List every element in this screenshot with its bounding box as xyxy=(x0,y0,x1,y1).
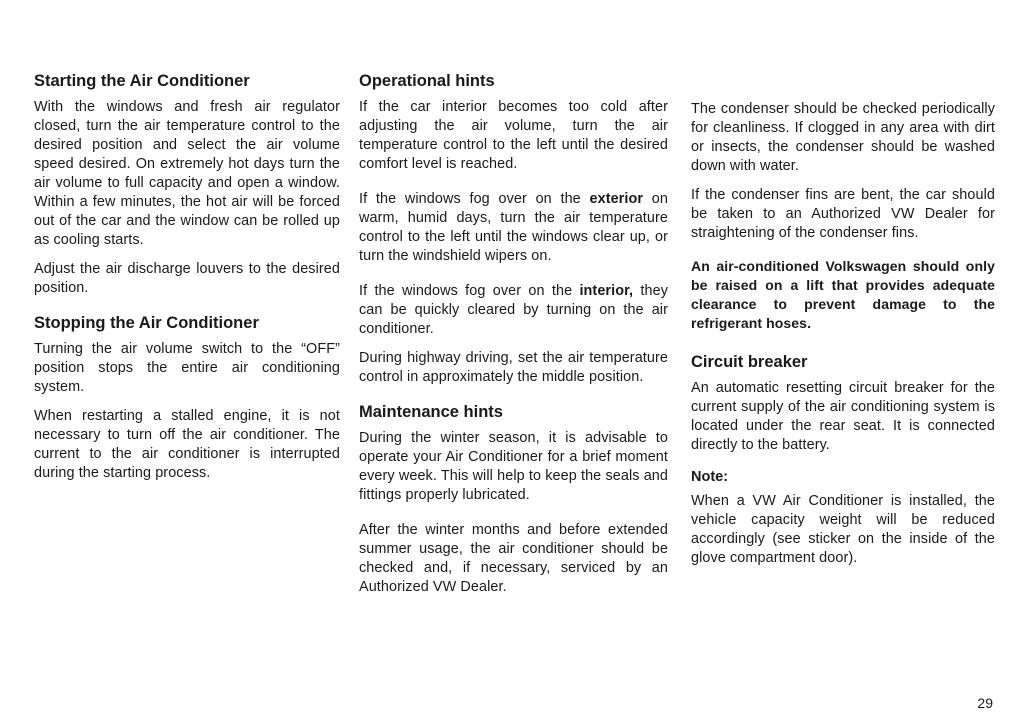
para-stopping-2: When restarting a stalled engine, it is not necessary to turn off the air conditioner. The current to the air conditioner is interrupted during the starting process. xyxy=(34,407,340,481)
para-note: When a VW Air Conditioner is installed, the vehicle capacity weight will be reduced accordingly (see sticker on the inside of the glove compartment door). xyxy=(691,493,995,567)
text-span: on warm, humid days, turn the air temperature control to the left until the windows clear up, or turn the windshield wipers on. xyxy=(359,190,668,264)
para-maintenance-1: During the winter season, it is advisable to operate your Air Conditioner for a brief moment every week. This will help to keep the seals and fittings properly lubricated. xyxy=(359,429,668,503)
para-operational-4: During highway driving, set the air temperature control in approximately the middle position. xyxy=(359,349,668,385)
text-span: If the windows fog over on the xyxy=(359,190,590,207)
para-operational-3 xyxy=(359,282,668,339)
para-circuit-breaker: An automatic resetting circuit breaker for the current supply of the air conditioning system is located under the rear seat. It is connected directly to the battery. xyxy=(691,379,995,453)
column-middle xyxy=(359,72,668,607)
emphasis-exterior: exterior xyxy=(589,190,644,207)
warning-lift: An air-conditioned Volkswagen should only be raised on a lift that provides adequate clearance to prevent damage to the refrigerant hoses. xyxy=(691,258,995,331)
emphasis-interior: interior, xyxy=(579,282,634,299)
heading-circuit-breaker: Circuit breaker xyxy=(691,353,808,371)
column-left xyxy=(34,72,340,493)
heading-stopping: Stopping the Air Conditioner xyxy=(34,313,259,332)
column-right xyxy=(691,100,995,578)
heading-operational: Operational hints xyxy=(359,72,495,90)
heading-starting: Starting the Air Conditioner xyxy=(34,72,250,90)
text-span: If the windows fog over on the xyxy=(359,282,580,299)
para-operational-1: If the car interior becomes too cold after adjusting the air volume, turn the air temperature control to the left until the desired comfort level is reached. xyxy=(359,98,668,172)
heading-maintenance: Maintenance hints xyxy=(359,402,503,421)
para-condenser-1: The condenser should be checked periodically for cleanliness. If clogged in any area with dirt or insects, the condenser should be washed down with water. xyxy=(691,101,995,174)
para-starting-1: With the windows and fresh air regulator closed, turn the air temperature control to the desired position and select the air volume speed desired. On extremely hot days turn the air volume to full capacity and open a window. Within a few minutes, the hot air will be forced out of the car and the window can be rolled up as cooling starts. xyxy=(34,98,340,248)
para-condenser-2: If the condenser fins are bent, the car should be taken to an Authorized VW Dealer for straightening of the condenser fins. xyxy=(691,187,995,241)
para-starting-2: Adjust the air discharge louvers to the desired position. xyxy=(34,260,340,296)
heading-note: Note: xyxy=(691,468,729,485)
para-maintenance-2: After the winter months and before extended summer usage, the air conditioner should be checked and, if necessary, serviced by an Authorized VW Dealer. xyxy=(359,521,668,595)
text-span: they can be quickly cleared by turning on the air conditioner. xyxy=(359,282,668,337)
para-operational-2 xyxy=(359,190,668,266)
para-stopping-1: Turning the air volume switch to the “OFF” position stops the entire air conditioning system. xyxy=(34,340,340,395)
page-number: 29 xyxy=(977,695,993,711)
